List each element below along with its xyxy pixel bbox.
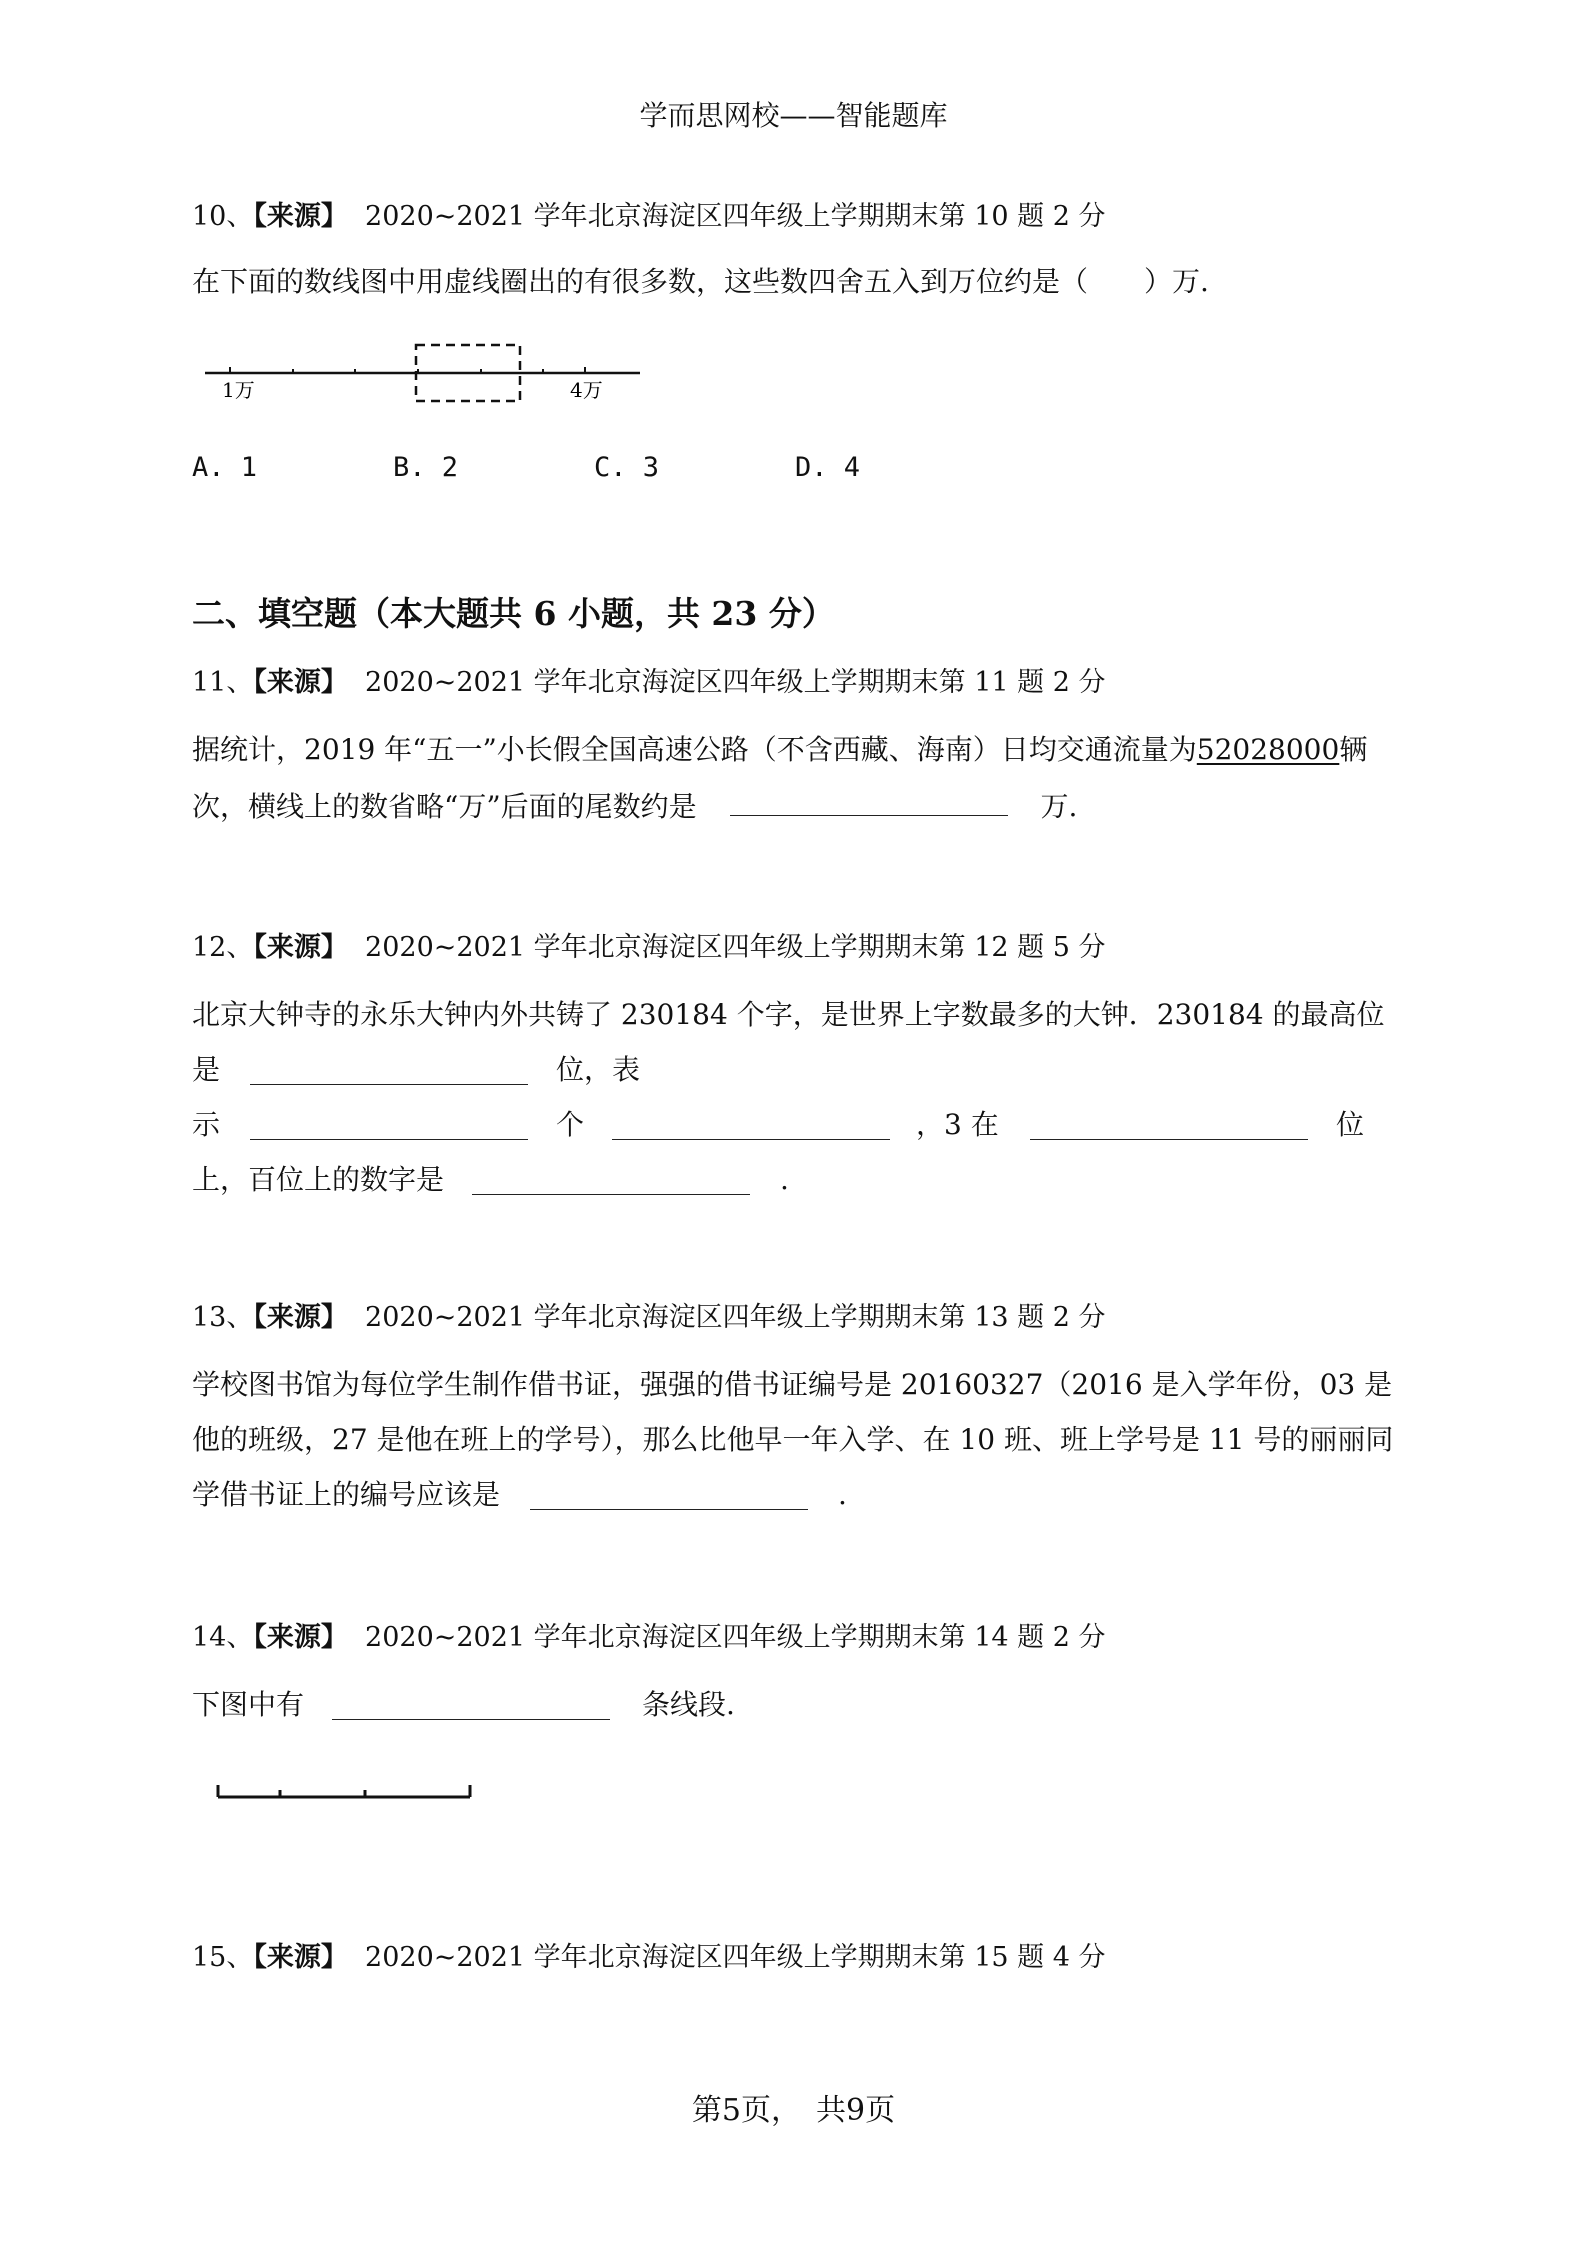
source-text: 2020~2021 学年北京海淀区四年级上学期期末第 11 题 2 分 [365,667,1106,698]
tick-label-right: 4万 [570,378,603,402]
question-11-line-1 [192,730,1367,770]
question-12-line-3-seg: 个 [556,1108,585,1141]
source-label: 【来源】 [253,1622,348,1653]
question-number: 15、 [192,1942,254,1973]
source-text: 2020~2021 学年北京海淀区四年级上学期期末第 14 题 2 分 [365,1622,1106,1653]
question-13-line-1: 学校图书馆为每位学生制作借书证，强强的借书证编号是 20160327（2016 是入学年份，03 是 [192,1368,1393,1401]
source-text: 2020~2021 学年北京海淀区四年级上学期期末第 10 题 2 分 [365,201,1106,232]
question-14-stem-end: 条线段. [642,1688,735,1721]
question-number: 14、 [192,1622,254,1653]
source-text: 2020~2021 学年北京海淀区四年级上学期期末第 15 题 4 分 [365,1942,1106,1973]
question-number: 12、 [192,932,254,963]
question-10-stem: 在下面的数线图中用虚线圈出的有很多数，这些数四舍五入到万位约是（ ）万. [192,265,1209,298]
question-12-source-line [192,925,1106,964]
option-b: B. 2 [393,452,459,483]
section-title: 二、填空题（本大题共 6 小题，共 23 分） [192,594,835,633]
question-13-line-3-end: . [838,1478,847,1511]
question-12-line-3-start: 示 [192,1108,221,1141]
underlined-number: 52028000 [1196,733,1340,766]
option-a: A. 1 [192,452,258,483]
question-12-line-2: 是 [192,1053,221,1086]
question-number: 13、 [192,1302,254,1333]
question-13-line-2: 他的班级，27 是他在班上的学号），那么比他早一年入学、在 10 班、班上学号是 11 号的丽丽同 [192,1423,1394,1456]
line-segment-figure [210,1775,480,1805]
question-11-source-line [192,660,1106,699]
question-number: 11、 [192,667,254,698]
source-label: 【来源】 [253,1942,348,1973]
question-14-source-line [192,1615,1106,1654]
answer-blank[interactable] [250,1109,528,1140]
answer-blank[interactable] [612,1109,890,1140]
source-label: 【来源】 [253,1302,348,1333]
question-12-line-3-end: 位 [1336,1108,1365,1141]
option-c: C. 3 [594,452,660,483]
page-header: 学而思网校——智能题库 [639,99,948,132]
question-11-line-2 [192,785,1077,827]
answer-blank[interactable] [250,1054,528,1085]
text-segment: 次，横线上的数省略“万”后面的尾数约是 [192,790,697,823]
question-14-stem-start: 下图中有 [192,1688,305,1721]
text-segment: 辆 [1339,733,1368,766]
source-label: 【来源】 [253,201,348,232]
text-segment: 万. [1040,790,1078,823]
question-10-source-line [192,194,1106,233]
question-12-line-3-seg: ，3 在 [916,1108,999,1141]
answer-blank[interactable] [472,1164,750,1195]
number-line-figure [200,335,650,410]
answer-blank[interactable] [332,1689,610,1720]
question-12-line-4-start: 上，百位上的数字是 [192,1163,445,1196]
question-12-line-2-tail: 位，表 [556,1053,641,1086]
question-12-line-4-end: . [780,1163,789,1196]
page-footer: 第5页， 共9页 [691,2093,896,2128]
answer-blank[interactable] [1030,1109,1308,1140]
question-15-source-line [192,1935,1106,1974]
source-label: 【来源】 [253,667,348,698]
tick-label-left: 1万 [222,378,255,402]
text-segment: 据统计，2019 年“五一”小长假全国高速公路（不含西藏、海南）日均交通流量为 [192,733,1197,766]
source-label: 【来源】 [253,932,348,963]
question-number: 10、 [192,201,254,232]
question-12-line-1: 北京大钟寺的永乐大钟内外共铸了 230184 个字，是世界上字数最多的大钟．230184 的最高位 [192,998,1385,1031]
answer-blank[interactable] [730,785,1008,816]
option-d: D. 4 [795,452,861,483]
source-text: 2020~2021 学年北京海淀区四年级上学期期末第 12 题 5 分 [365,932,1106,963]
answer-blank[interactable] [530,1479,808,1510]
source-text: 2020~2021 学年北京海淀区四年级上学期期末第 13 题 2 分 [365,1302,1106,1333]
question-13-line-3-start: 学借书证上的编号应该是 [192,1478,501,1511]
question-13-source-line [192,1295,1106,1334]
